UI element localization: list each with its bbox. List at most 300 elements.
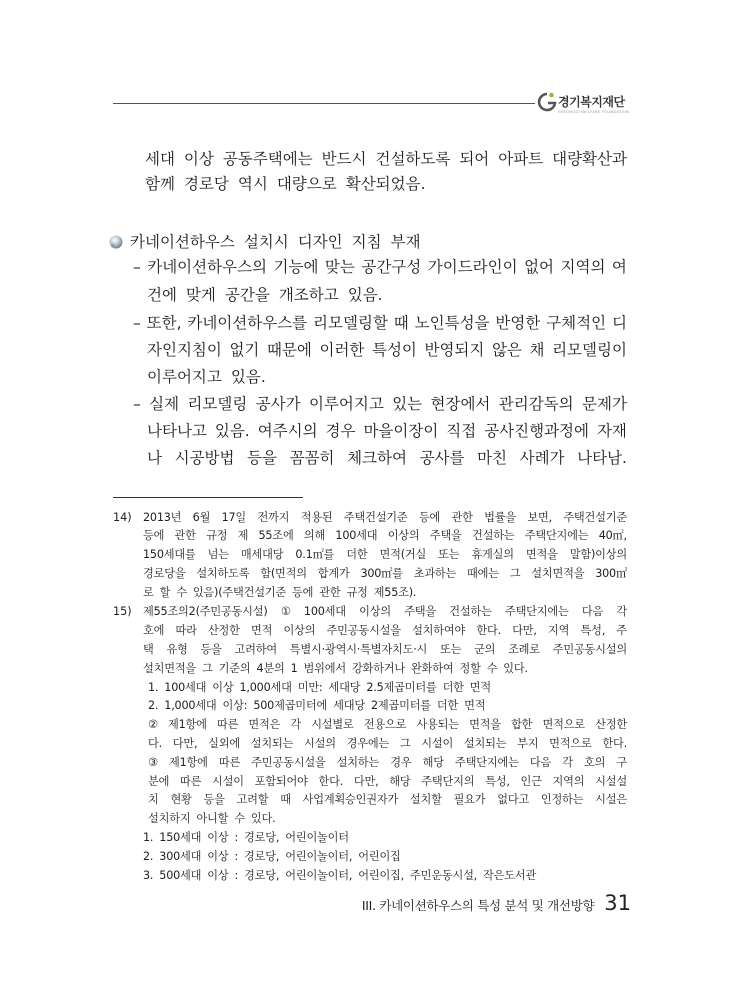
word: 건설하는 <box>471 529 515 542</box>
word: 주택을 <box>429 529 462 542</box>
word: 주택단지의 <box>421 775 475 788</box>
word: 사례가 <box>519 449 565 467</box>
word: 해당 <box>389 775 411 788</box>
word: 채 <box>529 341 545 359</box>
word: 사업계획승인권자가 <box>302 793 399 806</box>
word: 시설설 <box>595 775 627 788</box>
page-number: 31 <box>604 891 631 915</box>
footnote-line <box>148 791 627 809</box>
word: 17일 <box>221 511 247 524</box>
word: 경우에는 <box>346 737 390 750</box>
word: 관한 <box>319 586 341 599</box>
word: 설치하여야 <box>412 624 466 637</box>
word: 지역 <box>548 624 570 637</box>
word: 4분의 <box>256 662 285 675</box>
word: 면적 <box>469 681 492 694</box>
word: 카네이션하우스 <box>130 233 235 251</box>
bullet-line <box>133 256 627 278</box>
word: 현장에서 <box>430 395 491 413</box>
word: 포함되어야 <box>254 775 308 788</box>
logo-org-subtitle: GYEONGGI WELFARE FOUNDATION <box>558 109 630 114</box>
word: 아니할 <box>196 812 229 825</box>
word: 건설하도록 <box>375 150 451 168</box>
word: 그 <box>202 662 213 675</box>
word: 시설이 <box>212 775 244 788</box>
word: 0.1㎡를 <box>295 548 335 561</box>
word: 이루어지고 <box>147 368 222 386</box>
word: 관리감독의 <box>498 395 574 413</box>
footnote-line <box>143 603 627 621</box>
word: – <box>133 314 141 332</box>
footnote-line <box>148 697 491 715</box>
word: 직접 <box>446 422 477 440</box>
word: 면적은 <box>248 718 281 731</box>
word: 자인지침이 <box>147 341 222 359</box>
word: 등을 <box>200 643 222 656</box>
word: 등에 <box>143 529 165 542</box>
word: 고려하여 <box>234 643 277 656</box>
word: 설치하도록 <box>196 567 250 580</box>
word: 다만, <box>172 737 198 750</box>
word: 또한, <box>146 314 182 332</box>
word: 리모델링 <box>187 395 248 413</box>
word: 지역의 <box>560 258 606 276</box>
footnote-line <box>148 679 497 697</box>
word: 면적 <box>464 699 486 712</box>
word: 1 <box>290 662 298 675</box>
word: 또는 <box>439 643 462 656</box>
word: 때에는 <box>467 567 499 580</box>
word: 2. <box>143 850 154 863</box>
word: 이상 <box>212 681 234 694</box>
word: 의해 <box>303 529 326 542</box>
word: 건에 <box>147 286 177 304</box>
word: 지역의 <box>552 775 585 788</box>
word: 로 <box>143 586 154 599</box>
word: 어린이집, <box>358 869 405 882</box>
footnote-line <box>148 716 627 734</box>
word: 할 <box>159 586 171 599</box>
word: 군의 <box>474 643 496 656</box>
word: 주택을 <box>404 605 437 618</box>
word: 나타나고 <box>147 422 207 440</box>
word: 없어 <box>524 258 555 276</box>
word: 면적을 <box>525 548 558 561</box>
word: 설치되는 <box>250 737 294 750</box>
word: 규정 <box>206 529 228 542</box>
word: 면적으로 <box>542 718 585 731</box>
word: 기능에 <box>273 258 319 276</box>
footnote-rule <box>113 497 303 498</box>
word: 유형 <box>166 643 188 656</box>
word: 수 <box>486 662 498 675</box>
word: 100세대 <box>335 529 378 542</box>
word: ③ <box>148 756 158 769</box>
word: 초과하는 <box>413 567 457 580</box>
word: 설치할 <box>409 793 442 806</box>
word: 미만: <box>297 681 323 694</box>
word: 제55조의2(주민공동시설) <box>143 605 268 618</box>
word: 강화하거나 <box>351 662 406 675</box>
word: 제1항에 <box>168 718 207 731</box>
word: 그 <box>509 567 521 580</box>
word: 넘는 <box>207 548 229 561</box>
footnote-line <box>143 848 407 866</box>
word: 설치면적을 <box>143 662 197 675</box>
word: 55조에 <box>258 529 294 542</box>
word: 관한 <box>174 529 196 542</box>
word: 이상의 <box>387 529 420 542</box>
word: 시설의 <box>304 737 336 750</box>
word: – <box>133 258 141 276</box>
word: 나 <box>147 449 162 467</box>
footnote-line <box>143 641 627 659</box>
word: 면적(거실 <box>379 548 427 561</box>
page-footer <box>362 891 631 915</box>
word: 마을이장이 <box>363 422 439 440</box>
word: 지침 <box>351 233 382 251</box>
footnote-line <box>143 584 422 602</box>
word: : <box>234 850 239 863</box>
word: 없다고 <box>497 793 530 806</box>
word: 시설이 <box>421 737 454 750</box>
word: 경로당 <box>183 175 229 193</box>
word: 제55조). <box>373 586 417 599</box>
word: 없기 <box>229 341 260 359</box>
word: 경우 <box>390 756 412 769</box>
word: 공사진행과정에 <box>484 422 589 440</box>
word: 역시 <box>237 175 268 193</box>
word: 호에 <box>143 624 165 637</box>
word: 1. <box>148 681 159 694</box>
word: 2제곱미터를 <box>370 699 431 712</box>
word: 등을 <box>203 793 225 806</box>
foundation-logo-icon <box>536 91 558 113</box>
word: 설치하는 <box>336 756 380 769</box>
word: 주민운동시설, <box>410 869 478 882</box>
word: 법률을 <box>484 511 516 524</box>
word: 더한 <box>436 699 459 712</box>
word: 실제 <box>149 395 180 413</box>
footnote-line <box>148 754 627 772</box>
word: 치 <box>148 793 159 806</box>
word: 어린이놀이터, <box>285 850 353 863</box>
word: 택 <box>143 643 154 656</box>
word: 특별시·광역시·특별자치도·시 <box>289 643 428 656</box>
bullet-line <box>147 366 275 388</box>
word: 시설은 <box>595 793 627 806</box>
word: 한다. <box>476 624 501 637</box>
word: 주택건설기준 <box>563 511 627 524</box>
word: 제 <box>237 529 249 542</box>
word: 호의 <box>584 756 606 769</box>
word: 때문에 <box>266 341 312 359</box>
footnote-number: 14) <box>113 511 132 524</box>
word: 않은 <box>491 341 522 359</box>
footer-chapter-title: III. 카네이션하우스의 특성 분석 및 개선방향 <box>361 898 595 913</box>
word: 분에 <box>148 775 170 788</box>
word: 반드시 <box>321 150 367 168</box>
word: 특성, <box>485 775 510 788</box>
word: 있음. <box>214 422 250 440</box>
word: 확산되었음. <box>345 175 426 193</box>
word: 부지 <box>517 737 539 750</box>
word: 보면, <box>527 511 552 524</box>
word: 리모델링이 <box>552 341 627 359</box>
word: 500세대 <box>159 869 202 882</box>
word: 면적을 <box>469 718 501 731</box>
word: 300㎡ <box>595 567 627 580</box>
word: 이루어지고 <box>308 395 384 413</box>
word: 설치하지 <box>148 812 191 825</box>
word: 따른 <box>218 756 241 769</box>
word: 6월 <box>192 511 211 524</box>
word: 어린이놀이터 <box>285 831 349 844</box>
word: 또는 <box>438 548 460 561</box>
word: 주민공동시설을 <box>251 756 326 769</box>
word: 디자인 <box>297 233 343 251</box>
footnote-number: 15) <box>113 605 132 618</box>
word: 반영되지 <box>424 341 485 359</box>
word: 건설하는 <box>449 605 492 618</box>
word: 작은도서관 <box>483 869 537 882</box>
word: 카네이션하우스를 <box>187 314 308 332</box>
word: 각 <box>290 718 301 731</box>
word: 기준의 <box>218 662 251 675</box>
word: 300세대 <box>159 850 202 863</box>
word: 더한 <box>346 548 368 561</box>
bullet-line <box>147 420 627 442</box>
word: 휴게실의 <box>471 548 514 561</box>
word: : <box>234 831 239 844</box>
body-line <box>145 148 627 170</box>
word: 경로당, <box>244 869 280 882</box>
word: 한다. <box>602 737 627 750</box>
word: 다음 <box>529 756 552 769</box>
word: 이상: <box>222 699 248 712</box>
word: 필요가 <box>453 793 486 806</box>
word: 있다. <box>503 662 528 675</box>
word: 설치면적을 <box>531 567 585 580</box>
footnote-line <box>143 546 627 564</box>
word: 전용으로 <box>363 718 407 731</box>
word: 사용되는 <box>416 718 459 731</box>
word: 주택단지에는 <box>524 529 589 542</box>
word: 세대당 <box>328 681 361 694</box>
word: 리모델링할 <box>313 314 388 332</box>
header-rule <box>113 103 535 104</box>
logo-org-name: 경기복지재단 <box>558 95 625 109</box>
word: 마친 <box>477 449 508 467</box>
word: 체크하여 <box>347 449 407 467</box>
word: 함께 <box>145 175 175 193</box>
word: 경우 <box>325 422 356 440</box>
footnote-line <box>148 810 281 828</box>
word: 함(면적의 <box>260 567 307 580</box>
word: 2.5제곱미터를 <box>366 681 437 694</box>
word: 따른 <box>216 718 239 731</box>
word: 각 <box>616 605 627 618</box>
word: 다만, <box>512 624 537 637</box>
word: 어린이놀이터, <box>285 869 353 882</box>
word: 합한 <box>511 718 533 731</box>
word: 적용된 <box>300 511 333 524</box>
word: 디 <box>611 314 627 332</box>
footnote-line <box>143 565 627 583</box>
footnote-line <box>148 773 627 791</box>
word: 따른 <box>180 775 202 788</box>
word: 공동주택에는 <box>222 150 313 168</box>
word: ① <box>280 605 291 618</box>
word: 관한 <box>451 511 473 524</box>
word: 면적 <box>251 624 273 637</box>
foundation-logo <box>534 89 644 119</box>
word: 규정 <box>346 586 368 599</box>
word: 1,000세대 <box>164 699 217 712</box>
word: 공사를 <box>419 449 465 467</box>
footnote-line <box>148 735 627 753</box>
word: 말함)이상의 <box>569 548 627 561</box>
word: 각 <box>562 756 573 769</box>
word: 구체적인 <box>546 314 607 332</box>
word: 구 <box>616 756 627 769</box>
word: 대량으로 <box>276 175 337 193</box>
footnote-line <box>143 829 355 847</box>
word: 수 <box>234 812 245 825</box>
word: 고려할 <box>236 793 269 806</box>
word: 세대 <box>145 150 175 168</box>
word: 따라 <box>175 624 197 637</box>
footnote-line <box>143 509 627 527</box>
word: 반영한 <box>495 314 541 332</box>
body-line <box>145 173 435 195</box>
word: 때 <box>393 314 409 332</box>
word: 산정한 <box>595 718 627 731</box>
word: 2. <box>148 699 159 712</box>
word: 그 <box>399 737 411 750</box>
word: 300㎡를 <box>360 567 403 580</box>
word: 다만, <box>353 775 379 788</box>
word: 주민공동시설의 <box>552 643 627 656</box>
word: 150세대를 <box>143 548 196 561</box>
word: 있다. <box>250 812 276 825</box>
word: 주 <box>616 624 627 637</box>
word: 설치시 <box>243 233 289 251</box>
footnote-line <box>143 622 627 640</box>
word: 경로당, <box>244 831 280 844</box>
word: 대량확산과 <box>552 150 627 168</box>
word: 현황 <box>170 793 192 806</box>
footnote-line <box>143 867 542 885</box>
word: 2013년 <box>143 511 182 524</box>
word: 산정한 <box>207 624 240 637</box>
section-heading <box>130 231 430 253</box>
word: 주택단지에는 <box>504 605 569 618</box>
word: 완화하여 <box>411 662 454 675</box>
word: 등에 <box>418 511 441 524</box>
word: 세대당 <box>333 699 365 712</box>
word: 1,000세대 <box>239 681 292 694</box>
word: 시설별로 <box>311 718 354 731</box>
footnote-line <box>143 660 534 678</box>
word: – <box>133 395 141 413</box>
word: 해당 <box>422 756 444 769</box>
word: 500제곱미터에 <box>253 699 328 712</box>
bullet-line <box>147 284 392 306</box>
word: 공사가 <box>255 395 301 413</box>
word: 등을 <box>247 449 277 467</box>
word: 더한 <box>442 681 464 694</box>
word: 있음)(주택건설기준 <box>192 586 287 599</box>
word: 시공방법 <box>174 449 235 467</box>
word: 실외에 <box>208 737 240 750</box>
word: 여 <box>611 258 627 276</box>
word: 150세대 <box>159 831 202 844</box>
word: 꼼꼼히 <box>289 449 335 467</box>
word: 다. <box>148 737 162 750</box>
word: 이상 <box>207 831 229 844</box>
word: 100세대 <box>164 681 207 694</box>
word: 여주시의 <box>257 422 318 440</box>
word: 있는 <box>392 395 423 413</box>
word: 수 <box>176 586 187 599</box>
word: 있음. <box>347 286 383 304</box>
word: 이러한 <box>319 341 365 359</box>
word: 면적으로 <box>549 737 592 750</box>
word: 전까지 <box>257 511 290 524</box>
word: 설치되는 <box>463 737 507 750</box>
word: 매세대당 <box>240 548 284 561</box>
word: 이상의 <box>359 605 391 618</box>
word: 맞는 <box>324 258 355 276</box>
word: 공간을 <box>224 286 270 304</box>
bullet-line <box>133 312 627 334</box>
word: 합계가 <box>317 567 350 580</box>
word: 있음. <box>230 368 266 386</box>
word: 이상 <box>207 850 229 863</box>
word: 가이드라인이 <box>427 258 518 276</box>
word: 주택건설기준 <box>343 511 408 524</box>
word: 제1항에 <box>169 756 208 769</box>
word: 조례로 <box>508 643 540 656</box>
word: 경로당, <box>244 850 280 863</box>
bullet-orb-icon <box>108 234 124 250</box>
footnote-line <box>143 527 627 545</box>
word: 100세대 <box>303 605 346 618</box>
word: 정할 <box>459 662 481 675</box>
word: 인정하는 <box>540 793 584 806</box>
word: 특성이 <box>371 341 417 359</box>
word: 인근 <box>520 775 542 788</box>
word: 나타남. <box>577 449 627 467</box>
word: 아파트 <box>498 150 544 168</box>
word: 때 <box>280 793 291 806</box>
word: 다음 <box>581 605 604 618</box>
word: 주민공동시설을 <box>326 624 401 637</box>
word: 이상의 <box>283 624 316 637</box>
word: 맞게 <box>185 286 216 304</box>
word: 등에 <box>292 586 314 599</box>
word: 범위에서 <box>303 662 346 675</box>
word: 경로당을 <box>143 567 186 580</box>
word: : <box>234 869 239 882</box>
word: 문제가 <box>582 395 627 413</box>
bullet-line <box>147 447 627 469</box>
word: 공간구성 <box>361 258 422 276</box>
word: 개조하고 <box>278 286 339 304</box>
word: 어린이집 <box>358 850 401 863</box>
word: 카네이션하우스의 <box>147 258 268 276</box>
